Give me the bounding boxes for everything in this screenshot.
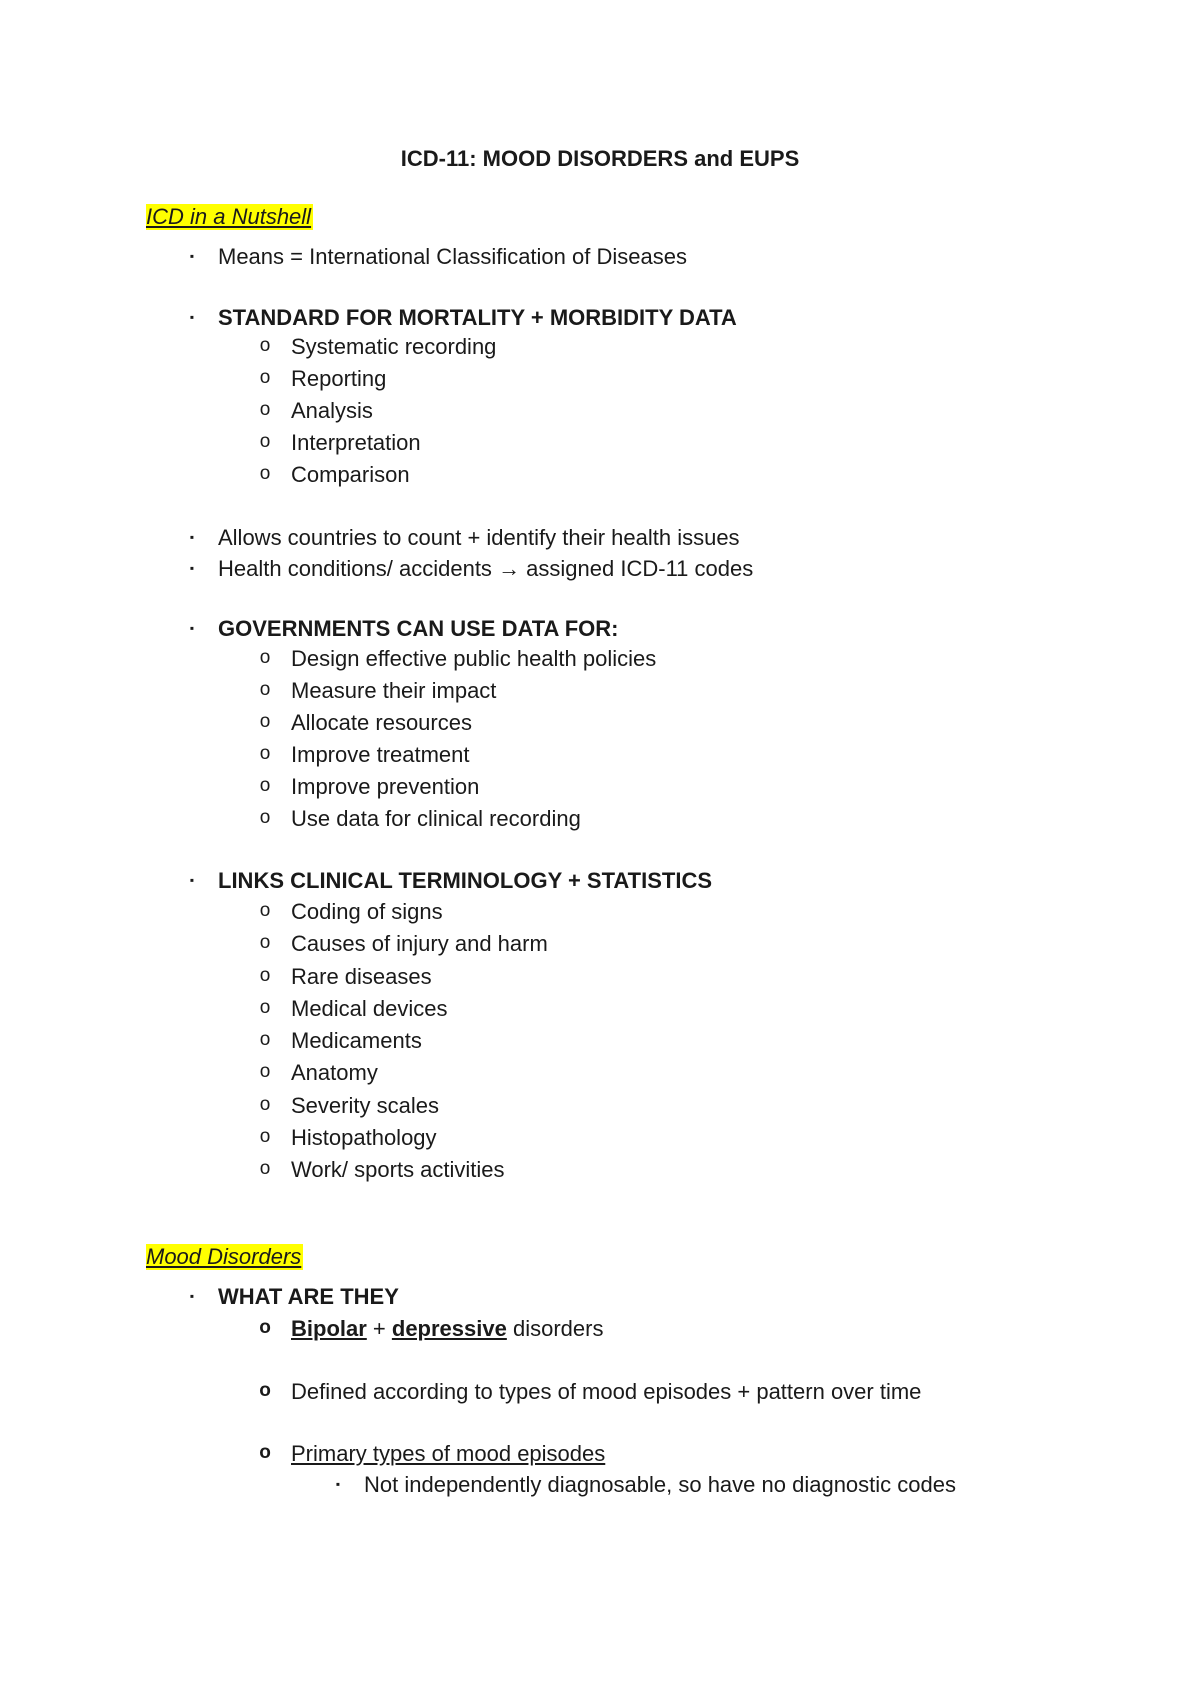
bullet-allows — [189, 525, 740, 551]
sub-bullet-text: Causes of injury and harm — [291, 931, 548, 956]
section-heading-icd-nutshell: ICD in a Nutshell — [146, 204, 312, 229]
sub-sub-bullet-text: Not independently diagnosable, so have no diagnostic codes — [364, 1472, 956, 1497]
circle-bullet-icon: o — [259, 1061, 271, 1082]
circle-bullet-icon: o — [259, 997, 271, 1018]
sub-bullet-text: Improve prevention — [291, 774, 480, 799]
sub-bullet-text: Systematic recording — [291, 334, 497, 359]
circle-bullet-icon: o — [259, 679, 271, 700]
sub-bullet-text: Comparison — [291, 462, 410, 487]
sub-bullet — [259, 646, 657, 672]
circle-bullet-icon: o — [259, 1158, 271, 1179]
sub-bullet-primary — [259, 1441, 606, 1467]
sub-bullet-text: Anatomy — [291, 1060, 378, 1085]
sub-bullet-text: Use data for clinical recording — [291, 806, 581, 831]
sub-bullet-text: Allocate resources — [291, 710, 472, 735]
circle-bullet-icon: o — [259, 1094, 271, 1115]
sub-bullet-defined — [259, 1379, 922, 1405]
sub-bullet — [259, 1060, 378, 1086]
plus-text: + — [366, 1316, 392, 1341]
circle-bullet-icon: o — [259, 463, 271, 484]
bullet-text: Means = International Classification of Diseases — [218, 244, 687, 269]
sub-bullet-text: Analysis — [291, 398, 373, 423]
bullet-standard — [189, 305, 737, 331]
circle-bullet-icon: o — [259, 431, 271, 452]
bullet-what-are-they — [189, 1284, 399, 1310]
bullet-text: GOVERNMENTS CAN USE DATA FOR: — [218, 616, 619, 641]
circle-bullet-icon: o — [259, 711, 271, 732]
sub-bullet — [259, 931, 548, 957]
sub-sub-bullet — [335, 1472, 956, 1498]
sub-bullet-text: Work/ sports activities — [291, 1157, 505, 1182]
disorders-text: disorders — [506, 1316, 604, 1341]
circle-bullet-icon: o — [259, 1126, 271, 1147]
sub-bullet — [259, 899, 443, 925]
sub-bullet-text: Primary types of mood episodes — [291, 1441, 606, 1466]
square-bullet-icon: ▪ — [189, 873, 195, 887]
bullet-text: LINKS CLINICAL TERMINOLOGY + STATISTICS — [218, 868, 713, 893]
sub-bullet — [259, 1093, 439, 1119]
sub-bullet-text: Medicaments — [291, 1028, 422, 1053]
sub-bullet — [259, 1028, 422, 1054]
circle-bullet-icon: o — [259, 1317, 271, 1338]
square-bullet-icon: ▪ — [189, 561, 195, 575]
sub-bullet — [259, 774, 480, 800]
bullet-text: assigned ICD-11 codes — [520, 556, 754, 581]
bipolar-term: Bipolar — [291, 1316, 367, 1341]
document-title: ICD-11: MOOD DISORDERS and EUPS — [400, 146, 800, 171]
sub-bullet-bipolar — [259, 1316, 604, 1342]
sub-bullet — [259, 806, 581, 832]
circle-bullet-icon: o — [259, 1380, 271, 1401]
square-bullet-icon: ▪ — [335, 1477, 341, 1491]
sub-bullet — [259, 366, 387, 392]
sub-bullet-text: Measure their impact — [291, 678, 497, 703]
circle-bullet-icon: o — [259, 900, 271, 921]
sub-bullet — [259, 1157, 505, 1183]
circle-bullet-icon: o — [259, 1029, 271, 1050]
sub-bullet — [259, 462, 410, 488]
sub-bullet — [259, 430, 421, 456]
sub-bullet-text: Improve treatment — [291, 742, 470, 767]
sub-bullet-text: Interpretation — [291, 430, 421, 455]
right-arrow-icon: → — [498, 556, 521, 581]
sub-bullet — [259, 742, 470, 768]
sub-bullet-text: Histopathology — [291, 1125, 437, 1150]
square-bullet-icon: ▪ — [189, 1289, 195, 1303]
bullet-text: Health conditions/ accidents — [218, 556, 499, 581]
sub-bullet-text: Severity scales — [291, 1093, 439, 1118]
sub-bullet-text: Design effective public health policies — [291, 646, 657, 671]
square-bullet-icon: ▪ — [189, 530, 195, 544]
bullet-means — [189, 244, 687, 270]
sub-bullet-text: Reporting — [291, 366, 387, 391]
bullet-governments — [189, 616, 619, 642]
bullet-text: WHAT ARE THEY — [218, 1284, 399, 1309]
circle-bullet-icon: o — [259, 775, 271, 796]
circle-bullet-icon: o — [259, 335, 271, 356]
circle-bullet-icon: o — [259, 743, 271, 764]
circle-bullet-icon: o — [259, 647, 271, 668]
sub-bullet — [259, 398, 373, 424]
sub-bullet-text: Coding of signs — [291, 899, 443, 924]
circle-bullet-icon: o — [259, 932, 271, 953]
sub-bullet — [259, 964, 432, 990]
square-bullet-icon: ▪ — [189, 310, 195, 324]
sub-bullet — [259, 334, 497, 360]
sub-bullet — [259, 1125, 437, 1151]
sub-bullet-text: Medical devices — [291, 996, 448, 1021]
sub-bullet — [259, 996, 448, 1022]
square-bullet-icon: ▪ — [189, 249, 195, 263]
bullet-text: STANDARD FOR MORTALITY + MORBIDITY DATA — [218, 305, 737, 330]
sub-bullet — [259, 678, 497, 704]
sub-bullet-text: Defined according to types of mood episodes + pattern over time — [291, 1379, 922, 1404]
circle-bullet-icon: o — [259, 965, 271, 986]
circle-bullet-icon: o — [259, 367, 271, 388]
sub-bullet-text: Rare diseases — [291, 964, 432, 989]
circle-bullet-icon: o — [259, 1442, 271, 1463]
depressive-term: depressive — [391, 1316, 507, 1341]
bullet-health-conditions — [189, 556, 754, 582]
sub-bullet — [259, 710, 472, 736]
bullet-text: Allows countries to count + identify their health issues — [218, 525, 740, 550]
square-bullet-icon: ▪ — [189, 621, 195, 635]
bullet-links — [189, 868, 713, 894]
circle-bullet-icon: o — [259, 807, 271, 828]
circle-bullet-icon: o — [259, 399, 271, 420]
section-heading-mood-disorders: Mood Disorders — [146, 1244, 302, 1269]
